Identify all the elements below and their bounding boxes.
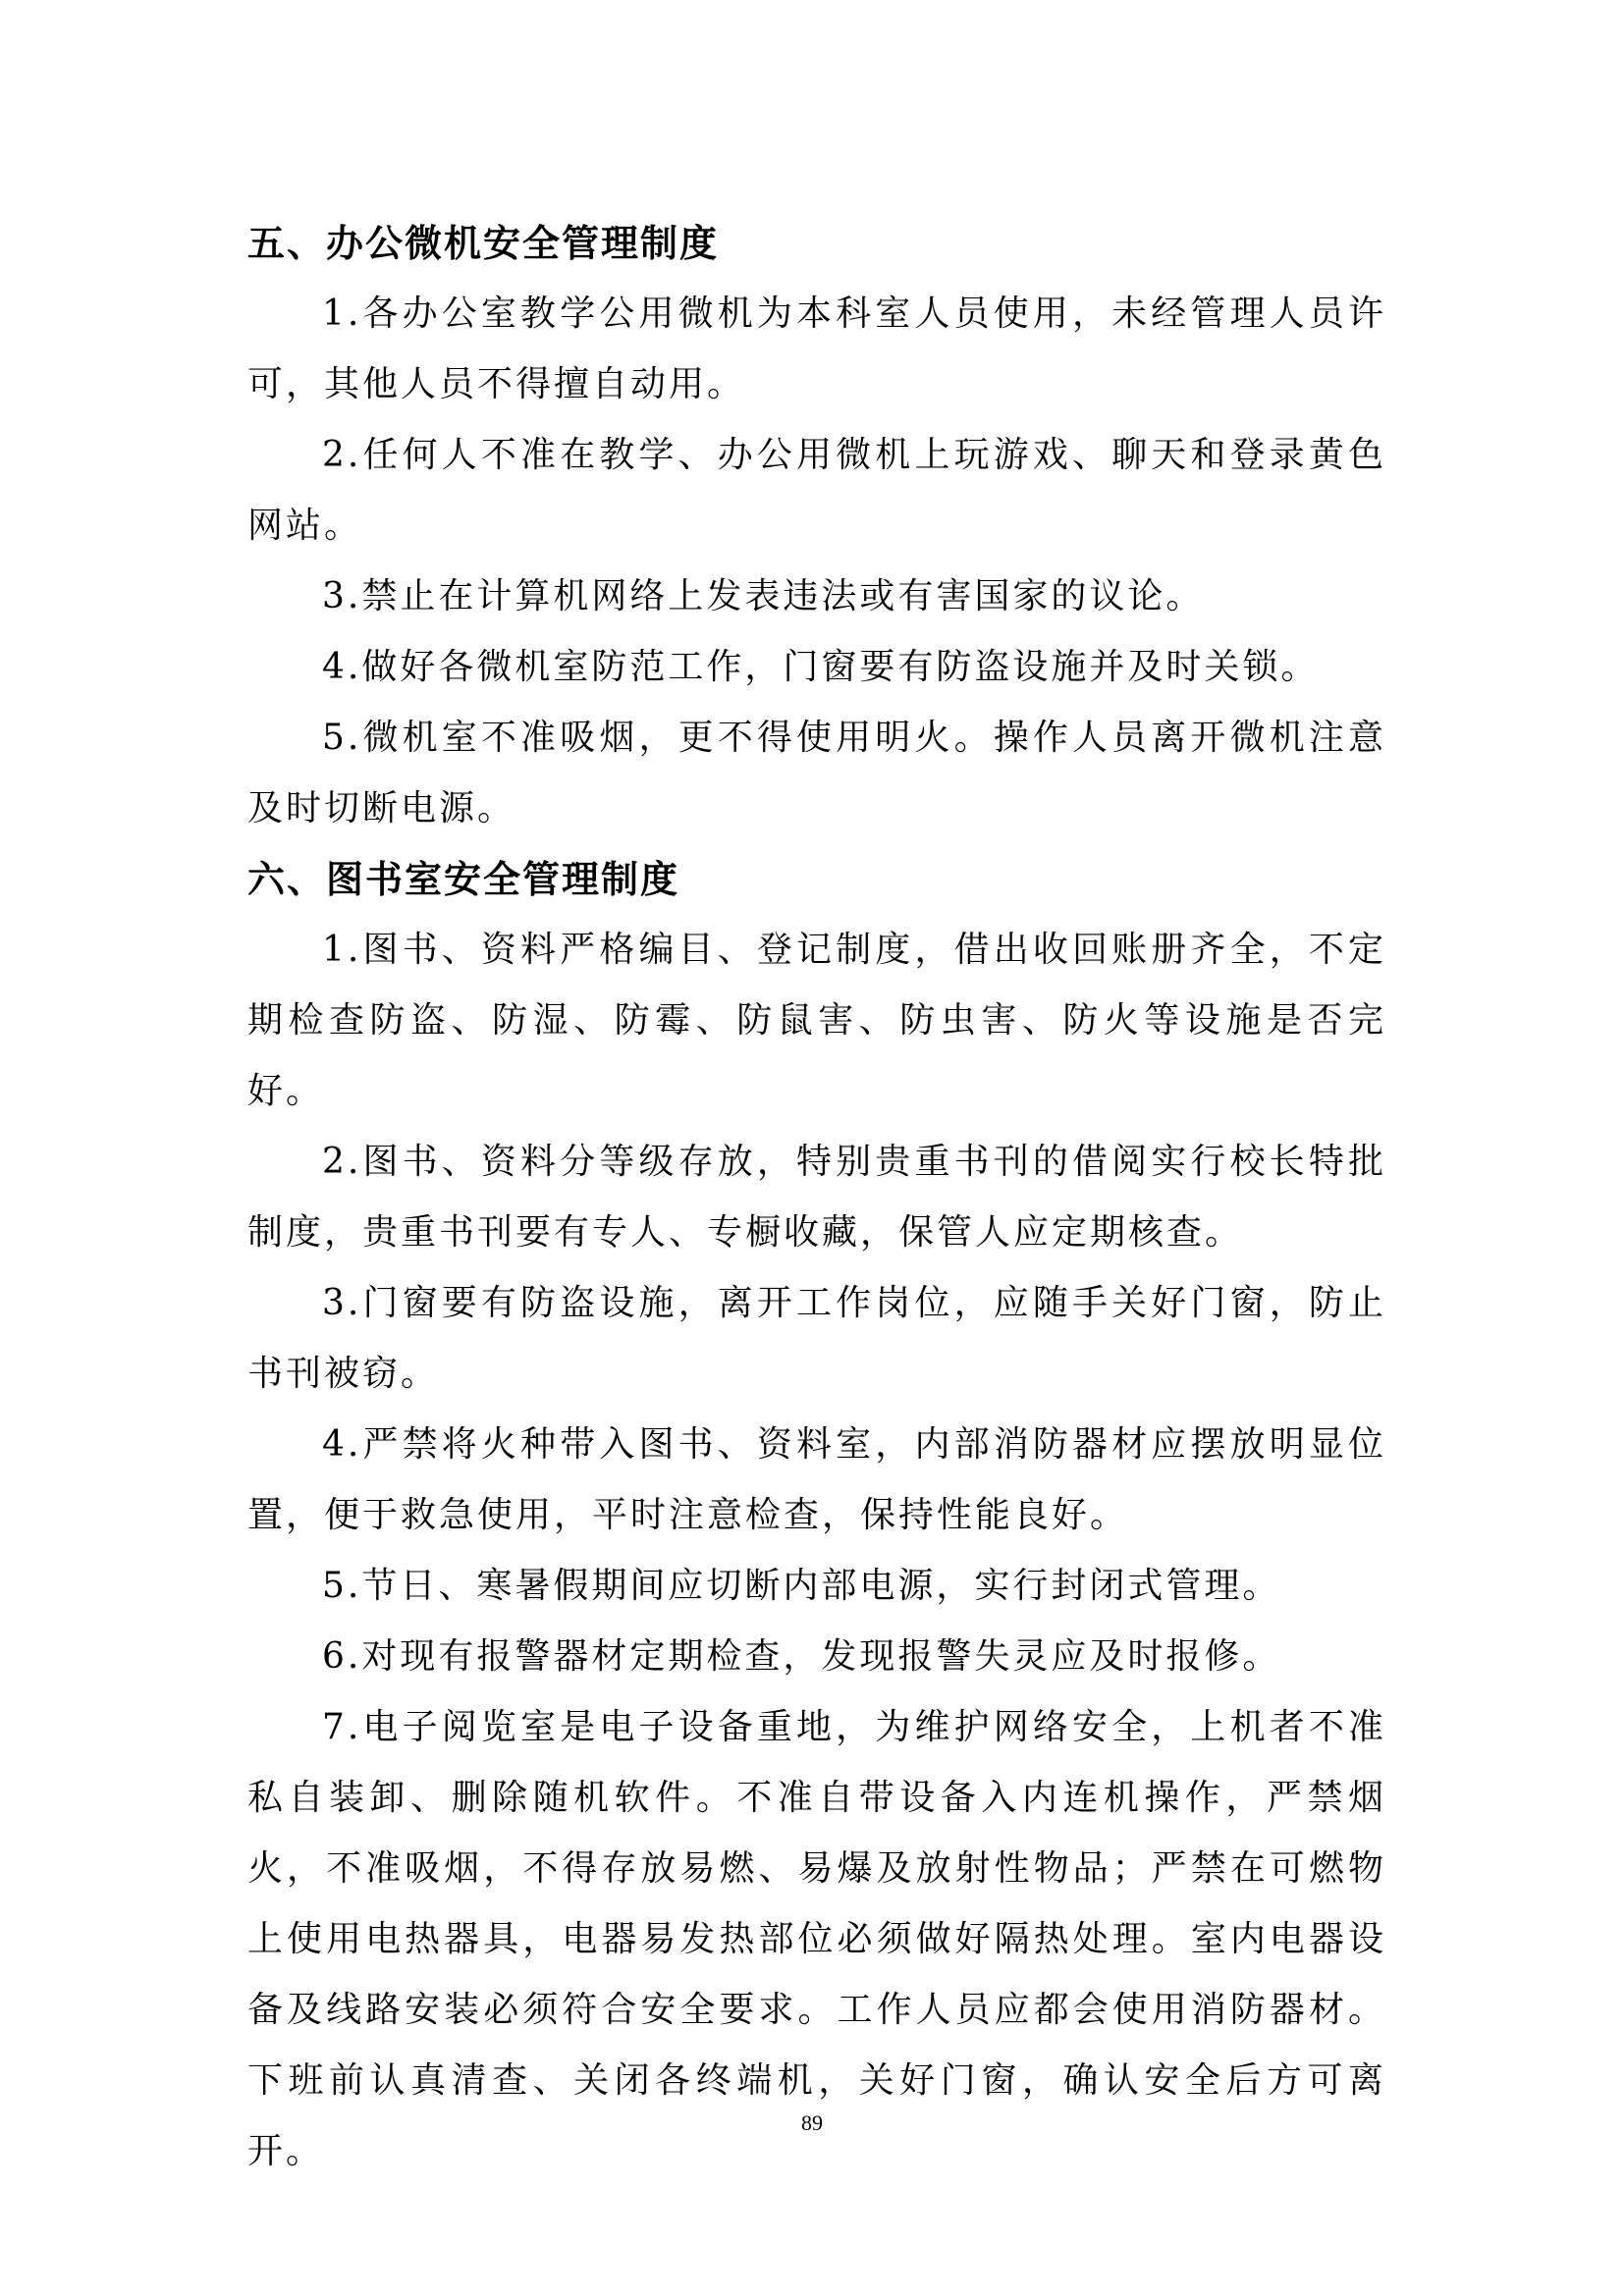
section-heading-library: 六、图书室安全管理制度 (247, 858, 680, 901)
section-heading-office-computers: 五、办公微机安全管理制度 (247, 222, 720, 265)
paragraph: 7.电子阅览室是电子设备重地，为维护网络安全，上机者不准私自装卸、删除随机软件。不准自带设备入内连机操作，严禁烟火，不准吸烟，不得存放易燃、易爆及放射性物品；严禁在可燃物上使用电热器具，电器易发热部位必须做好隔热处理。室内电器设备及线路安装必须符合安全要求。工作人员应都会使用消防器材。下班前认真清查、关闭各终端机，关好门窗，确认安全后方可离开。 (247, 1707, 1386, 2171)
paragraph: 1.各办公室教学公用微机为本科室人员使用，未经管理人员许可，其他人员不得擅自动用。 (247, 294, 1386, 404)
paragraph: 3.禁止在计算机网络上发表违法或有害国家的议论。 (322, 576, 1205, 616)
paragraph: 1.图书、资料严格编目、登记制度，借出收回账册齐全，不定期检查防盗、防湿、防霉、防鼠害、防虫害、防火等设施是否完好。 (247, 930, 1386, 1111)
document-body (247, 208, 1386, 2187)
paragraph: 2.图书、资料分等级存放，特别贵重书刊的借阅实行校长特批制度，贵重书刊要有专人、专橱收藏，保管人应定期核查。 (247, 1142, 1386, 1253)
page-number: 89 (801, 2110, 823, 2135)
paragraph: 6.对现有报警器材定期检查，发现报警失灵应及时报修。 (322, 1636, 1281, 1677)
paragraph: 4.严禁将火种带入图书、资料室，内部消防器材应摆放明显位置，便于救急使用，平时注意检查，保持性能良好。 (247, 1424, 1386, 1535)
paragraph: 5.微机室不准吸烟，更不得使用明火。操作人员离开微机注意及时切断电源。 (247, 718, 1386, 828)
paragraph: 4.做好各微机室防范工作，门窗要有防盗设施并及时关锁。 (322, 647, 1320, 687)
paragraph: 2.任何人不准在教学、办公用微机上玩游戏、聊天和登录黄色网站。 (247, 435, 1386, 546)
paragraph: 5.节日、寒暑假期间应切断内部电源，实行封闭式管理。 (322, 1566, 1281, 1606)
paragraph: 3.门窗要有防盗设施，离开工作岗位，应随手关好门窗，防止书刊被窃。 (247, 1283, 1386, 1394)
